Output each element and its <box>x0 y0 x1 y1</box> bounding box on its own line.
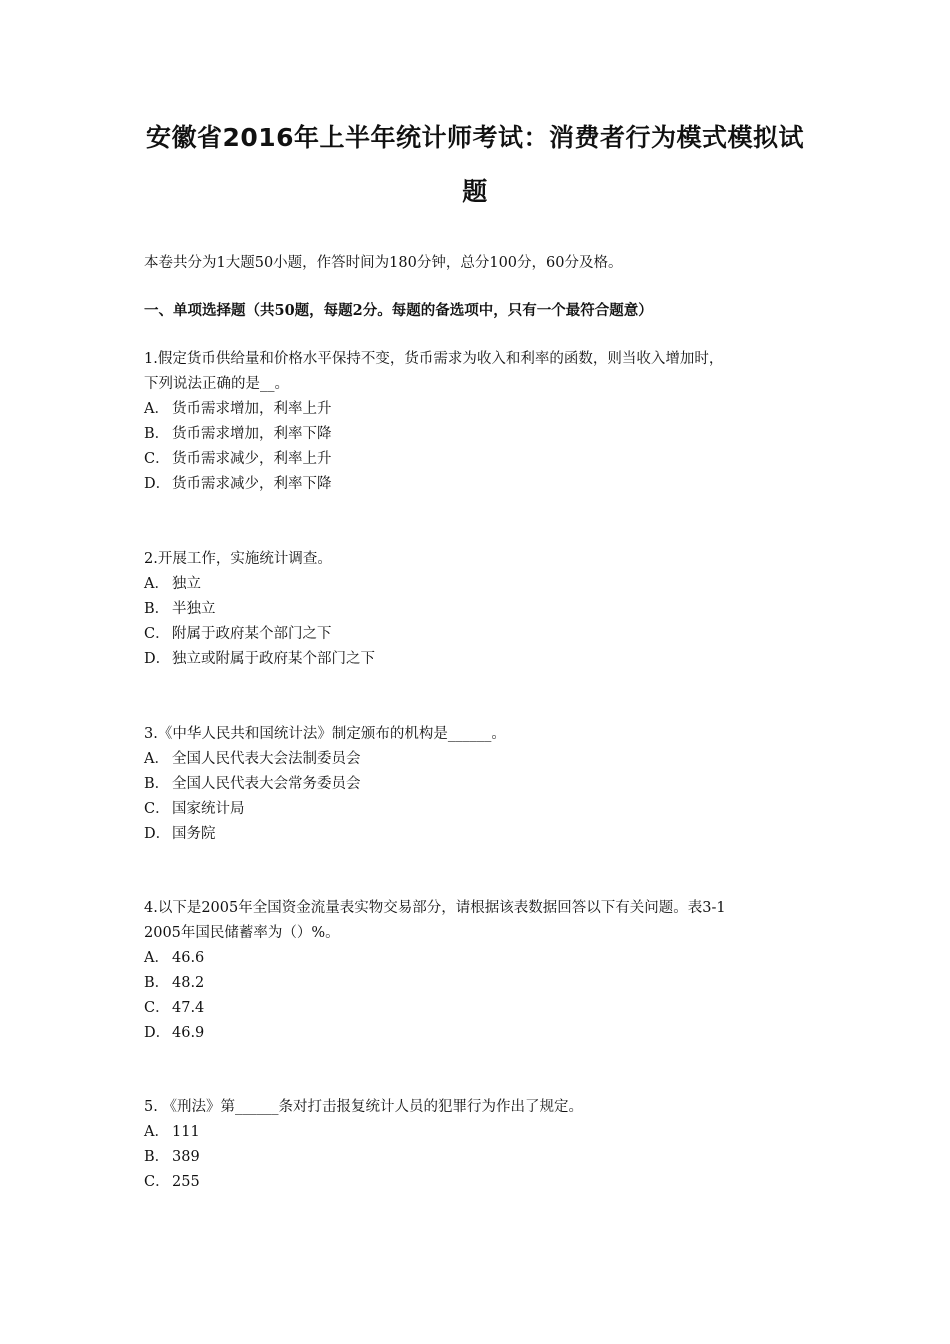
option-letter: B． <box>144 776 170 792</box>
question-4 <box>144 896 816 1046</box>
option-letter: A． <box>144 751 169 767</box>
exam-intro: 本卷共分为1大题50小题，作答时间为180分钟，总分100分，60分及格。 <box>144 255 623 271</box>
question-3-option-c <box>144 797 816 822</box>
question-5-stem: 5. 《刑法》第______条对打击报复统计人员的犯罪行为作出了规定。 <box>144 1099 583 1115</box>
question-1-stem-line-1: 1.假定货币供给量和价格水平保持不变，货币需求为收入和利率的函数，则当收入增加时， <box>144 351 724 367</box>
option-text: 46.9 <box>172 1025 205 1041</box>
option-text: 255 <box>172 1174 200 1190</box>
question-3-option-a <box>144 747 816 772</box>
question-1 <box>144 347 816 497</box>
option-letter: B． <box>144 426 170 442</box>
document-title-line-2: 题 <box>462 177 488 206</box>
option-text: 货币需求增加，利率下降 <box>172 426 332 442</box>
question-1-option-a <box>144 397 816 422</box>
document-title-line-1: 安徽省2016年上半年统计师考试：消费者行为模式模拟试 <box>145 123 805 152</box>
question-1-option-c <box>144 447 816 472</box>
option-letter: D． <box>144 826 171 842</box>
question-2-option-c <box>144 622 816 647</box>
option-text: 389 <box>172 1149 200 1165</box>
option-text: 货币需求减少，利率上升 <box>172 451 332 467</box>
question-5-option-b <box>144 1145 816 1170</box>
question-3-stem: 3.《中华人民共和国统计法》制定颁布的机构是______。 <box>144 726 506 742</box>
option-letter: B． <box>144 601 170 617</box>
option-text: 货币需求增加，利率上升 <box>172 401 332 417</box>
option-text: 46.6 <box>172 950 205 966</box>
question-2-option-a <box>144 572 816 597</box>
question-2-option-b <box>144 597 816 622</box>
option-text: 48.2 <box>172 975 205 991</box>
question-4-stem-line-2: 2005年国民储蓄率为（）%。 <box>144 925 340 941</box>
question-2 <box>144 547 816 672</box>
option-letter: C． <box>144 801 170 817</box>
option-text: 国家统计局 <box>172 801 245 817</box>
option-text: 全国人民代表大会法制委员会 <box>172 751 361 767</box>
question-2-stem: 2.开展工作，实施统计调查。 <box>144 551 332 567</box>
question-3 <box>144 722 816 847</box>
question-3-option-d <box>144 822 816 847</box>
option-text: 111 <box>172 1124 200 1140</box>
question-3-option-b <box>144 772 816 797</box>
question-5-option-c <box>144 1170 816 1195</box>
question-1-option-d <box>144 472 816 497</box>
option-text: 独立或附属于政府某个部门之下 <box>172 651 375 667</box>
option-text: 47.4 <box>172 1000 205 1016</box>
option-letter: C． <box>144 626 170 642</box>
option-letter: A． <box>144 576 169 592</box>
option-letter: D． <box>144 651 171 667</box>
option-letter: A． <box>144 950 169 966</box>
option-text: 独立 <box>172 576 201 592</box>
question-4-option-d <box>144 1021 816 1046</box>
option-letter: B． <box>144 1149 170 1165</box>
question-2-option-d <box>144 647 816 672</box>
option-letter: A． <box>144 401 169 417</box>
question-4-option-b <box>144 971 816 996</box>
question-4-option-c <box>144 996 816 1021</box>
option-letter: D． <box>144 476 171 492</box>
section-heading: 一、单项选择题（共50题，每题2分。每题的备选项中，只有一个最符合题意） <box>144 302 653 319</box>
option-text: 货币需求减少，利率下降 <box>172 476 332 492</box>
option-letter: C． <box>144 451 170 467</box>
question-4-stem-line-1: 4.以下是2005年全国资金流量表实物交易部分，请根据该表数据回答以下有关问题。表3-1 <box>144 900 726 916</box>
option-text: 附属于政府某个部门之下 <box>172 626 332 642</box>
question-5 <box>144 1095 816 1195</box>
option-letter: D． <box>144 1025 171 1041</box>
option-letter: C． <box>144 1000 170 1016</box>
question-1-option-b <box>144 422 816 447</box>
option-letter: A． <box>144 1124 169 1140</box>
option-text: 全国人民代表大会常务委员会 <box>172 776 361 792</box>
option-text: 国务院 <box>172 826 216 842</box>
question-5-option-a <box>144 1120 816 1145</box>
option-letter: B． <box>144 975 170 991</box>
question-4-option-a <box>144 946 816 971</box>
option-letter: C． <box>144 1174 170 1190</box>
option-text: 半独立 <box>172 601 216 617</box>
question-1-stem-line-2: 下列说法正确的是__。 <box>144 376 289 392</box>
